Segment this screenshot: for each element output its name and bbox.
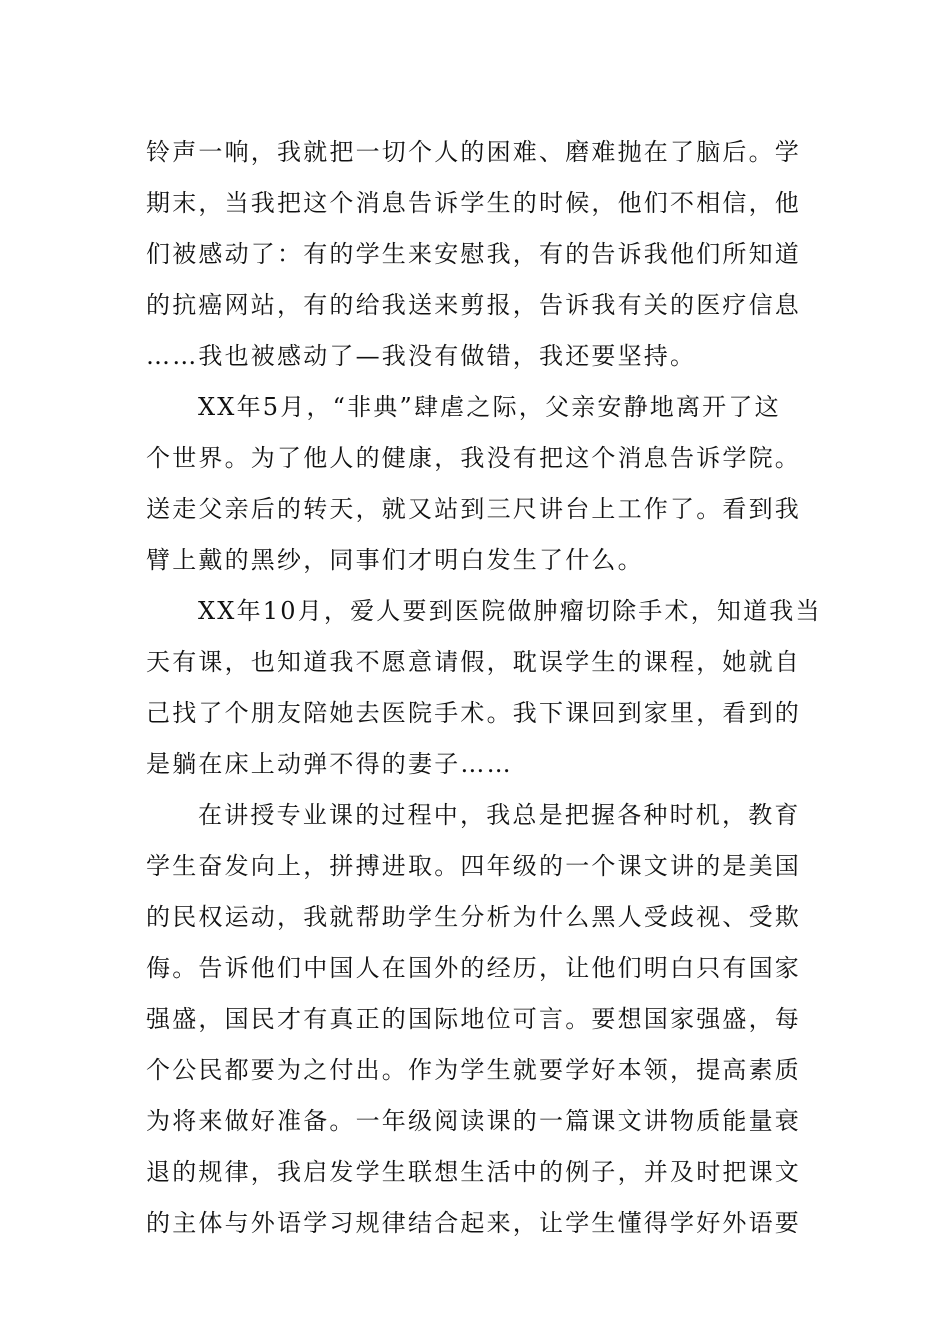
text-line: 们被感动了：有的学生来安慰我，有的告诉我他们所知道 [146,240,801,268]
text-line: 己找了个朋友陪她去医院手术。我下课回到家里，看到的 [146,699,801,727]
text-line: 的民权运动，我就帮助学生分析为什么黑人受歧视、受欺 [146,903,801,931]
paragraph-start-line: XX年10月，爱人要到医院做肿瘤切除手术，知道我当 [198,597,822,625]
text-line: 学生奋发向上，拼搏进取。四年级的一个课文讲的是美国 [146,852,801,880]
text-line: 送走父亲后的转天，就又站到三尺讲台上工作了。看到我 [146,495,801,523]
text-line: 强盛，国民才有真正的国际地位可言。要想国家强盛，每 [146,1005,801,1033]
text-line: 退的规律，我启发学生联想生活中的例子，并及时把课文 [146,1158,801,1186]
text-line: ……我也被感动了—我没有做错，我还要坚持。 [146,342,697,370]
text-line: 个公民都要为之付出。作为学生就要学好本领，提高素质 [146,1056,801,1084]
text-line: 是躺在床上动弹不得的妻子…… [146,750,513,778]
text-line: 侮。告诉他们中国人在国外的经历，让他们明白只有国家 [146,954,801,982]
text-line: 天有课，也知道我不愿意请假，耽误学生的课程，她就自 [146,648,801,676]
text-line: 为将来做好准备。一年级阅读课的一篇课文讲物质能量衰 [146,1107,801,1135]
paragraph-start-line: XX年5月，“非典”肆虐之际，父亲安静地离开了这 [198,393,781,421]
paragraph-start-line: 在讲授专业课的过程中，我总是把握各种时机，教育 [198,801,801,829]
text-line: 的主体与外语学习规律结合起来，让学生懂得学好外语要 [146,1209,801,1237]
text-line: 个世界。为了他人的健康，我没有把这个消息告诉学院。 [146,444,801,472]
document-body [146,127,822,1249]
text-line: 臂上戴的黑纱，同事们才明白发生了什么。 [146,546,644,574]
text-line: 期末，当我把这个消息告诉学生的时候，他们不相信，他 [146,189,801,217]
text-line: 铃声一响，我就把一切个人的困难、磨难抛在了脑后。学 [146,138,801,166]
text-line: 的抗癌网站，有的给我送来剪报，告诉我有关的医疗信息 [146,291,801,319]
